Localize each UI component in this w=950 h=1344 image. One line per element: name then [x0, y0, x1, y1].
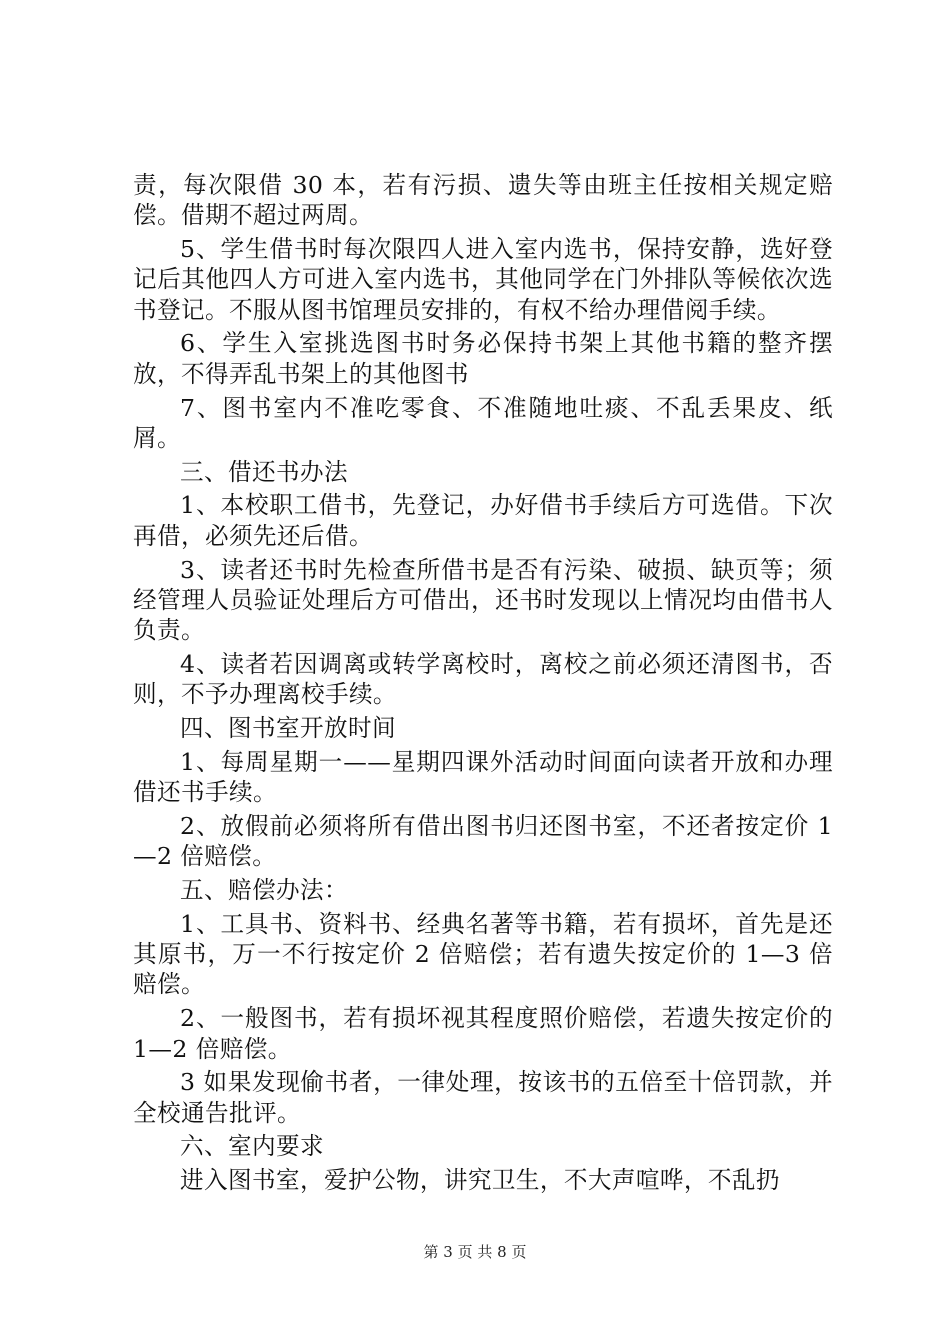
- paragraph: 4、读者若因调离或转学离校时，离校之前必须还清图书，否则，不予办理离校手续。: [133, 649, 833, 709]
- paragraph: 5、学生借书时每次限四人进入室内选书，保持安静，选好登记后其他四人方可进入室内选书，其他同学在门外排队等候依次选书登记。不服从图书馆理员安排的，有权不给办理借阅手续。: [133, 235, 833, 324]
- paragraph: 1、每周星期一——星期四课外活动时间面向读者开放和办理借还书手续。: [133, 747, 833, 807]
- paragraph: 责，每次限借 30 本，若有污损、遗失等由班主任按相关规定赔偿。借期不超过两周。: [133, 171, 833, 230]
- paragraph: 3、读者还书时先检查所借书是否有污染、破损、缺页等；须经管理人员验证处理后方可借出，还书时发现以上情况均由借书人负责。: [133, 555, 833, 645]
- paragraph: 7、图书室内不准吃零食、不准随地吐痰、不乱丢果皮、纸屑。: [133, 393, 833, 452]
- section-heading: 六、室内要求: [180, 1132, 324, 1161]
- section-heading: 三、借还书办法: [180, 457, 348, 486]
- document-body: [133, 170, 833, 1196]
- section-heading: 四、图书室开放时间: [180, 714, 396, 743]
- paragraph: 2、一般图书，若有损坏视其程度照价赔偿，若遗失按定价的 1—2 倍赔偿。: [133, 1004, 833, 1063]
- paragraph: 1、本校职工借书，先登记，办好借书手续后方可选借。下次再借，必须先还后借。: [133, 491, 833, 550]
- paragraph: 1、工具书、资料书、经典名著等书籍，若有损坏，首先是还其原书，万一不行按定价 2 倍赔偿；若有遗失按定价的 1—3 倍赔偿。: [133, 909, 833, 999]
- section-heading: 五、赔偿办法：: [180, 876, 348, 905]
- paragraph: 6、学生入室挑选图书时务必保持书架上其他书籍的整齐摆放，不得弄乱书架上的其他图书: [133, 329, 833, 388]
- paragraph: 3 如果发现偷书者，一律处理，按该书的五倍至十倍罚款，并全校通告批评。: [133, 1068, 833, 1127]
- paragraph: 2、放假前必须将所有借出图书归还图书室，不还者按定价 1—2 倍赔偿。: [133, 811, 833, 871]
- paragraph: 进入图书室，爱护公物，讲究卫生，不大声喧哗，不乱扔: [180, 1166, 780, 1195]
- page-footer: 第 3 页 共 8 页: [423, 1243, 527, 1261]
